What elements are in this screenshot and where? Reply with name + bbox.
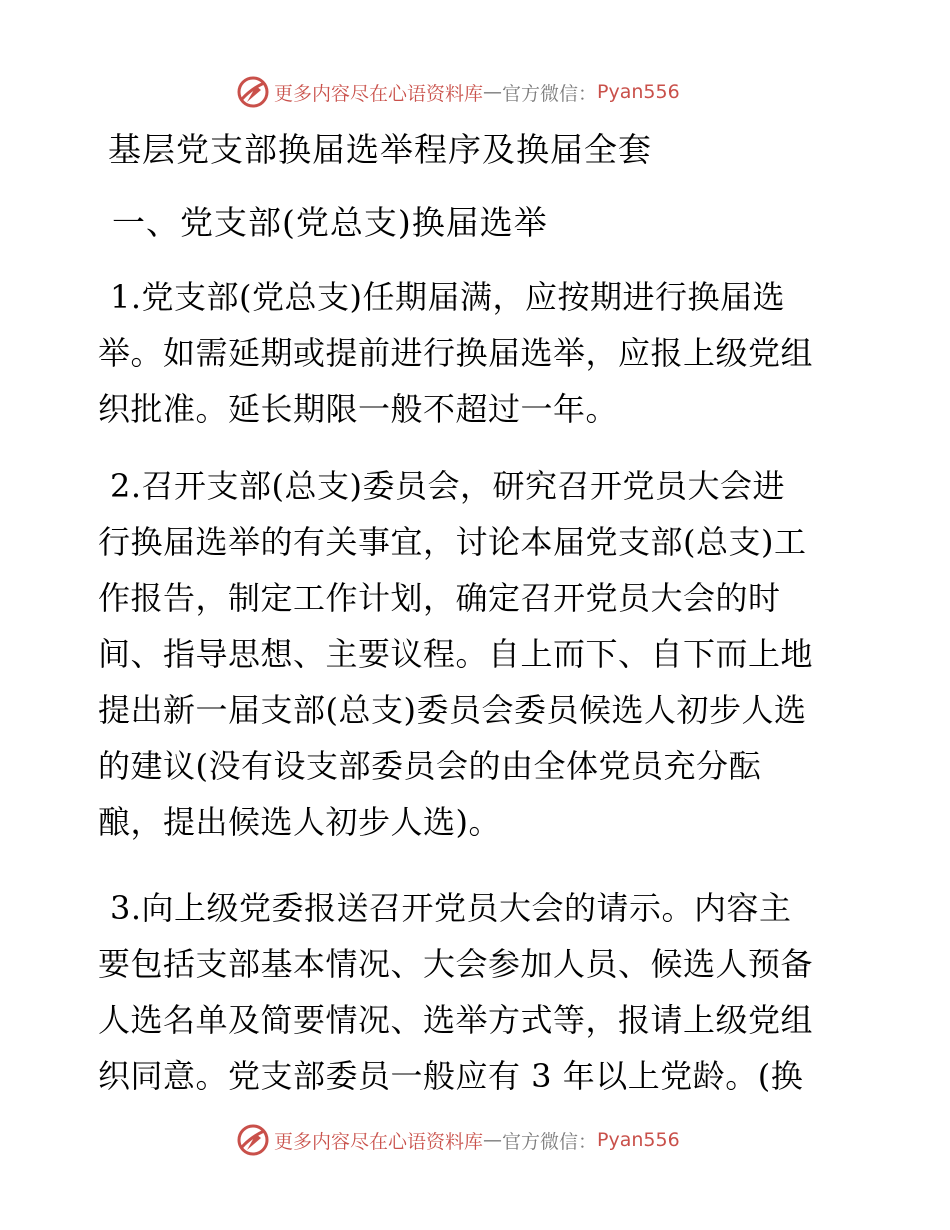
watermark-banner-top <box>236 74 680 110</box>
watermark-logo-icon <box>236 1123 270 1157</box>
paragraph-line: 织批准。延长期限一般不超过一年。 <box>98 390 619 428</box>
paragraph-line: 织同意。党支部委员一般应有 3 年以上党龄。(换 <box>98 1057 804 1095</box>
paragraph-line: 行换届选举的有关事宜，讨论本届党支部(总支)工 <box>98 523 807 561</box>
paragraph-line: 3.向上级党委报送召开党员大会的请示。内容主 <box>110 889 792 927</box>
paragraph-line: 的建议(没有设支部委员会的由全体党员充分酝 <box>98 747 761 785</box>
paragraph-line: 2.召开支部(总支)委员会，研究召开党员大会进 <box>110 467 786 505</box>
paragraph-line: 要包括支部基本情况、大会参加人员、候选人预备 <box>98 945 814 983</box>
document-title: 基层党支部换届选举程序及换届全套 <box>108 130 652 169</box>
paragraph-line: 间、指导思想、主要议程。自上而下、自下而上地 <box>98 635 814 673</box>
watermark-logo-icon <box>236 75 270 109</box>
watermark-separator: — <box>483 1129 503 1151</box>
watermark-official-label: 官方微信： <box>502 82 598 105</box>
watermark-separator: — <box>483 81 503 103</box>
section-heading: 一、党支部(党总支)换届选举 <box>112 203 548 242</box>
paragraph-1 <box>98 269 848 437</box>
paragraph-line: 举。如需延期或提前进行换届选举，应报上级党组 <box>98 334 814 372</box>
watermark-main-text: 更多内容尽在心语资料库 <box>274 82 484 105</box>
watermark-wechat-id: Pyan556 <box>597 1129 680 1151</box>
paragraph-line: 酿，提出候选人初步人选)。 <box>98 803 501 841</box>
paragraph-line: 作报告，制定工作计划，确定召开党员大会的时 <box>98 579 781 617</box>
paragraph-2 <box>98 458 848 850</box>
paragraph-3 <box>98 880 848 1104</box>
watermark-main-text: 更多内容尽在心语资料库 <box>274 1130 484 1153</box>
paragraph-line: 提出新一届支部(总支)委员会委员候选人初步人选 <box>98 691 807 729</box>
paragraph-line: 人选名单及简要情况、选举方式等，报请上级党组 <box>98 1001 814 1039</box>
watermark-banner-bottom <box>236 1122 680 1158</box>
watermark-official-label: 官方微信： <box>502 1130 598 1153</box>
paragraph-line: 1.党支部(党总支)任期届满，应按期进行换届选 <box>110 278 786 316</box>
watermark-wechat-id: Pyan556 <box>597 81 680 103</box>
